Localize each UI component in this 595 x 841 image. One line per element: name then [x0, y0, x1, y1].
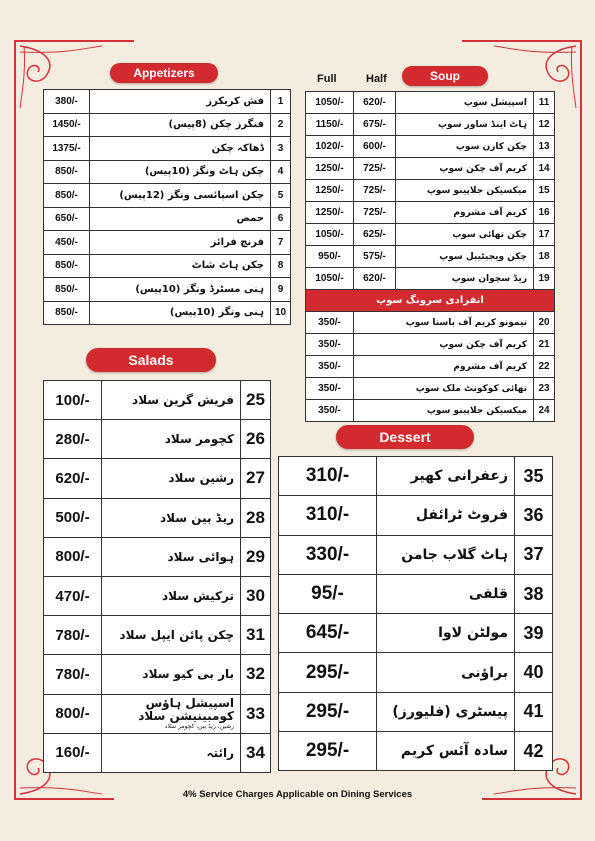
item-number: 31 [241, 616, 271, 655]
table-row [44, 733, 271, 772]
table-row [44, 207, 291, 231]
item-name: فریش گرین سلاد [132, 393, 234, 408]
item-number: 4 [271, 160, 291, 184]
item-name-cell [102, 420, 241, 459]
item-price: 500/- [44, 498, 102, 537]
item-price: 160/- [44, 733, 102, 772]
item-name: ریڈ بین سلاد [160, 510, 234, 525]
soup-full-price: 950/- [306, 246, 354, 268]
item-price: 95/- [279, 574, 377, 613]
item-number: 34 [241, 733, 271, 772]
table-row [44, 90, 291, 114]
table-row [306, 312, 555, 334]
soup-half-header: Half [366, 73, 387, 85]
item-name: ہاٹ گلاب جامن [377, 535, 515, 574]
item-price: 850/- [44, 301, 90, 325]
soup-half-price: 675/- [354, 114, 396, 136]
item-price: 280/- [44, 420, 102, 459]
table-row [44, 420, 271, 459]
soup-full-header: Full [317, 73, 337, 85]
table-row [306, 158, 555, 180]
item-number: 32 [241, 655, 271, 694]
soup-full-price: 1050/- [306, 92, 354, 114]
table-row [44, 694, 271, 733]
item-name-cell [102, 459, 241, 498]
item-number: 10 [271, 301, 291, 325]
table-row [306, 356, 555, 378]
item-name: ہوائی سلاد [167, 549, 234, 564]
item-number: 40 [515, 653, 553, 692]
table-row [306, 92, 555, 114]
item-name: میکسیکن جلاپینو سوپ [354, 400, 534, 422]
item-price: 1375/- [44, 137, 90, 161]
soup-heading: Soup [402, 66, 488, 86]
item-name: اسپیشل سوپ [396, 92, 534, 114]
item-name: براؤنی [377, 653, 515, 692]
item-number: 26 [241, 420, 271, 459]
item-number: 24 [534, 400, 555, 422]
item-number: 39 [515, 614, 553, 653]
item-name: چکن تھائی سوپ [396, 224, 534, 246]
item-number: 15 [534, 180, 555, 202]
item-number: 25 [241, 381, 271, 420]
table-row [279, 574, 553, 613]
item-price: 450/- [44, 231, 90, 255]
table-row [44, 254, 291, 278]
item-number: 13 [534, 136, 555, 158]
appetizers-table [43, 89, 291, 325]
soup-full-price: 1050/- [306, 268, 354, 290]
table-row [279, 653, 553, 692]
soup-full-price: 1150/- [306, 114, 354, 136]
item-number: 9 [271, 278, 291, 302]
item-name-cell [102, 576, 241, 615]
soup-full-price: 1250/- [306, 158, 354, 180]
appetizers-heading: Appetizers [110, 63, 218, 83]
table-row [306, 136, 555, 158]
salads-table [43, 380, 271, 773]
item-price: 380/- [44, 90, 90, 114]
item-name: مولٹن لاوا [377, 614, 515, 653]
item-number: 16 [534, 202, 555, 224]
table-row [306, 400, 555, 422]
table-row [44, 113, 291, 137]
item-number: 38 [515, 574, 553, 613]
soup-half-price: 575/- [354, 246, 396, 268]
item-number: 6 [271, 207, 291, 231]
item-name: چکن پائن ایپل سلاد [119, 628, 234, 643]
item-price: 350/- [306, 400, 354, 422]
item-name-cell [102, 537, 241, 576]
item-name: چکن ویجیٹیبل سوپ [396, 246, 534, 268]
table-row [279, 692, 553, 731]
item-name: چکن ہاٹ شاٹ [90, 254, 271, 278]
item-number: 1 [271, 90, 291, 114]
item-number: 5 [271, 184, 291, 208]
table-row [44, 655, 271, 694]
salads-heading: Salads [86, 348, 216, 372]
item-price: 850/- [44, 160, 90, 184]
item-name: چکن کارن سوپ [396, 136, 534, 158]
item-price: 800/- [44, 537, 102, 576]
table-row [306, 268, 555, 290]
soup-full-price: 1020/- [306, 136, 354, 158]
item-number: 17 [534, 224, 555, 246]
item-name: ڈھاکہ چکن [90, 137, 271, 161]
table-row [279, 535, 553, 574]
table-row [44, 576, 271, 615]
item-name: چکن ہاٹ ونگز (10پیس) [90, 160, 271, 184]
item-number: 11 [534, 92, 555, 114]
item-number: 30 [241, 576, 271, 615]
item-name: ہاٹ اینڈ ساور سوپ [396, 114, 534, 136]
item-name: ہنی مسٹرڈ ونگز (10پیس) [90, 278, 271, 302]
item-name: زعفرانی کھیر [377, 457, 515, 496]
item-description: رشین، ریڈ بین، کچومر سلاد [164, 723, 234, 731]
table-row [306, 378, 555, 400]
item-name: رشین سلاد [168, 471, 234, 486]
item-name: قلفی [377, 574, 515, 613]
item-name: اسپیشل ہاؤس کومبینیشن سلاد [138, 696, 234, 724]
item-number: 27 [241, 459, 271, 498]
item-number: 21 [534, 334, 555, 356]
table-row [279, 496, 553, 535]
table-row [306, 290, 555, 312]
table-row [44, 537, 271, 576]
table-row [306, 114, 555, 136]
item-number: 37 [515, 535, 553, 574]
table-row [306, 246, 555, 268]
service-charge-note: 4% Service Charges Applicable on Dining Services [182, 789, 413, 800]
frame-left [14, 40, 16, 800]
item-name: کریم آف چکن سوپ [396, 158, 534, 180]
item-name: سادہ آئس کریم [377, 732, 515, 771]
soup-half-price: 725/- [354, 202, 396, 224]
item-price: 650/- [44, 207, 90, 231]
item-price: 645/- [279, 614, 377, 653]
item-number: 3 [271, 137, 291, 161]
dessert-heading: Dessert [336, 425, 474, 449]
soup-table [305, 91, 555, 422]
table-row [306, 224, 555, 246]
item-name: کریم آف چکن سوپ [354, 334, 534, 356]
item-price: 470/- [44, 576, 102, 615]
table-row [44, 184, 291, 208]
item-number: 41 [515, 692, 553, 731]
item-name-cell [102, 733, 241, 772]
item-number: 19 [534, 268, 555, 290]
table-row [306, 334, 555, 356]
item-name-cell [102, 616, 241, 655]
item-price: 850/- [44, 254, 90, 278]
soup-full-price: 1250/- [306, 180, 354, 202]
table-row [279, 614, 553, 653]
item-price: 350/- [306, 312, 354, 334]
item-price: 350/- [306, 356, 354, 378]
item-number: 14 [534, 158, 555, 180]
item-name-cell [102, 498, 241, 537]
soup-half-price: 725/- [354, 180, 396, 202]
item-name: میکسیکن جلاپینو سوپ [396, 180, 534, 202]
table-row [306, 180, 555, 202]
item-name: فش کریکرز [90, 90, 271, 114]
item-name: ترکیش سلاد [161, 589, 234, 604]
item-price: 100/- [44, 381, 102, 420]
item-name: کریم آف مشروم [354, 356, 534, 378]
table-row [44, 616, 271, 655]
item-number: 42 [515, 732, 553, 771]
soup-half-price: 725/- [354, 158, 396, 180]
item-name: نیمونو کریم آف باسنا سوپ [354, 312, 534, 334]
single-serving-soup-heading: انفرادی سرونگ سوپ [306, 290, 555, 312]
item-price: 1450/- [44, 113, 90, 137]
item-price: 295/- [279, 653, 377, 692]
item-price: 295/- [279, 692, 377, 731]
item-number: 7 [271, 231, 291, 255]
item-price: 350/- [306, 378, 354, 400]
item-number: 36 [515, 496, 553, 535]
item-number: 2 [271, 113, 291, 137]
item-name: فرنچ فرائز [90, 231, 271, 255]
table-row [44, 381, 271, 420]
soup-full-price: 1250/- [306, 202, 354, 224]
item-name-cell [102, 655, 241, 694]
item-name: فروٹ ٹرائفل [377, 496, 515, 535]
table-row [44, 498, 271, 537]
item-price: 620/- [44, 459, 102, 498]
item-name: کریم آف مشروم [396, 202, 534, 224]
item-price: 800/- [44, 694, 102, 733]
table-row [44, 137, 291, 161]
item-name: فنگرز چکن (8پیس) [90, 113, 271, 137]
item-price: 780/- [44, 616, 102, 655]
item-name-cell [102, 381, 241, 420]
item-price: 310/- [279, 457, 377, 496]
item-price: 850/- [44, 184, 90, 208]
item-name-cell [102, 694, 241, 733]
item-number: 18 [534, 246, 555, 268]
item-name: تھائی کوکونٹ ملک سوپ [354, 378, 534, 400]
item-price: 295/- [279, 732, 377, 771]
table-row [279, 732, 553, 771]
item-price: 780/- [44, 655, 102, 694]
item-name: ہنی ونگز (10پیس) [90, 301, 271, 325]
item-price: 350/- [306, 334, 354, 356]
item-price: 310/- [279, 496, 377, 535]
item-price: 330/- [279, 535, 377, 574]
table-row [44, 301, 291, 325]
item-number: 33 [241, 694, 271, 733]
item-number: 29 [241, 537, 271, 576]
frame-right [580, 40, 582, 800]
item-number: 8 [271, 254, 291, 278]
item-name: حمص [90, 207, 271, 231]
table-row [44, 160, 291, 184]
item-name: رائتہ [206, 745, 234, 760]
item-name: پیسٹری (فلیورز) [377, 692, 515, 731]
table-row [44, 231, 291, 255]
soup-half-price: 600/- [354, 136, 396, 158]
item-price: 850/- [44, 278, 90, 302]
dessert-table [278, 456, 553, 771]
soup-half-price: 620/- [354, 268, 396, 290]
soup-half-price: 625/- [354, 224, 396, 246]
soup-full-price: 1050/- [306, 224, 354, 246]
item-number: 23 [534, 378, 555, 400]
table-row [279, 457, 553, 496]
table-row [306, 202, 555, 224]
item-name: چکن اسپائسی ونگز (12پیس) [90, 184, 271, 208]
item-name: ریڈ سچوان سوپ [396, 268, 534, 290]
item-number: 28 [241, 498, 271, 537]
item-number: 12 [534, 114, 555, 136]
item-number: 22 [534, 356, 555, 378]
table-row [44, 459, 271, 498]
soup-half-price: 620/- [354, 92, 396, 114]
item-number: 20 [534, 312, 555, 334]
table-row [44, 278, 291, 302]
item-name: بار بی کیو سلاد [142, 667, 234, 682]
item-name: کچومر سلاد [164, 432, 234, 447]
item-number: 35 [515, 457, 553, 496]
